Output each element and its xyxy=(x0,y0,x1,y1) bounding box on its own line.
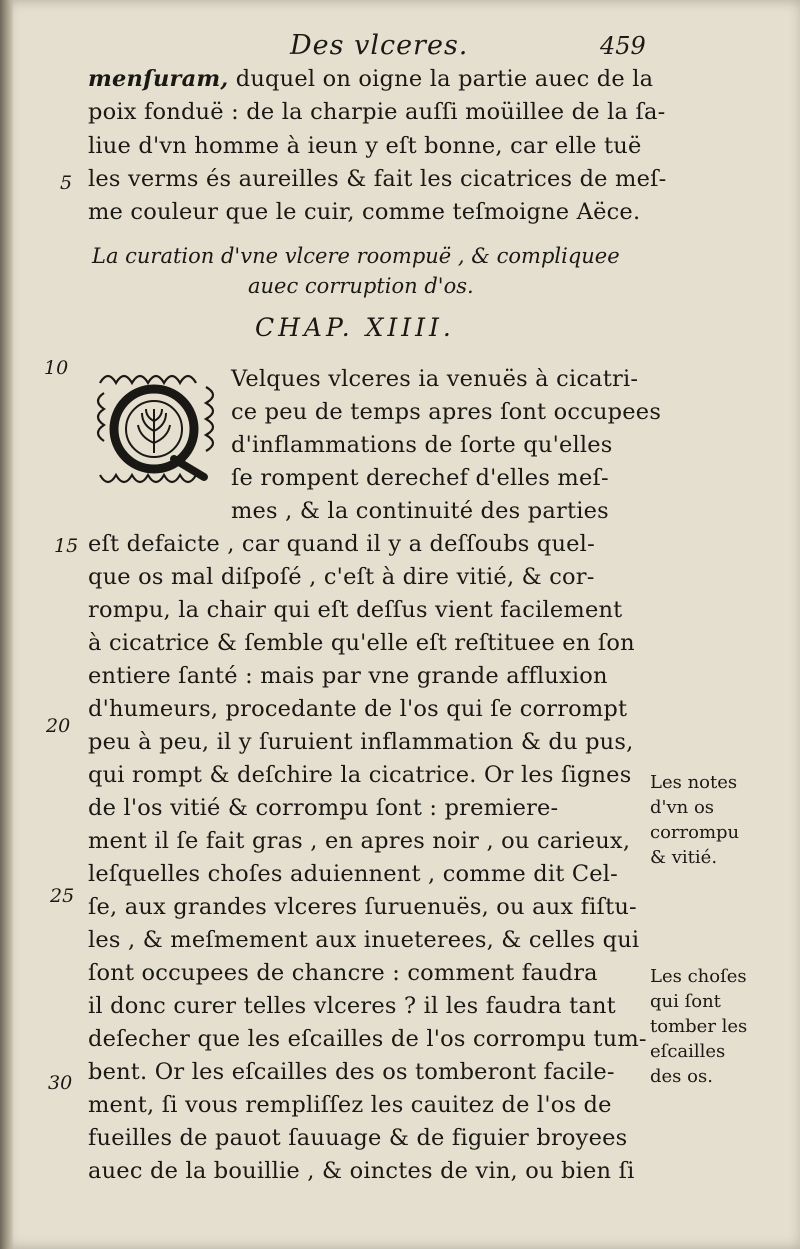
text-line: à cicatrice & ſemble qu'elle eſt reſtituee en ſon xyxy=(88,630,635,656)
section-heading-line-1: La curation d'vne vlcere roompuë , & compliquee xyxy=(92,244,620,268)
text-line: deſecher que les eſcailles de l'os corrompu tum- xyxy=(88,1026,647,1052)
text-line: de l'os vitié & corrompu ſont : premiere- xyxy=(88,795,559,821)
margin-note-line: corrompu xyxy=(650,822,740,843)
text-line: ſe rompent derechef d'elles meſ- xyxy=(231,465,609,491)
text-line: ment, ſi vous rempliſſez les cauitez de l'os de xyxy=(88,1092,612,1118)
chapter-title: CHAP. XIIII. xyxy=(255,313,455,342)
margin-note-line: & vitié. xyxy=(650,847,718,868)
decorated-initial-q-icon xyxy=(90,363,222,495)
line-number: 20 xyxy=(46,715,71,737)
margin-note-line: tomber les xyxy=(650,1016,748,1037)
italic-word: menſuram, xyxy=(88,66,229,92)
text-line: que os mal diſpoſé , c'eſt à dire vitié, & cor- xyxy=(88,564,595,590)
text-line: rompu, la chair qui eſt deſſus vient facilement xyxy=(88,597,623,623)
text-line: Velques vlceres ia venuës à cicatri- xyxy=(231,366,639,392)
text-line: les , & meſmement aux inueterees, & celles qui xyxy=(88,927,640,953)
text-line: qui rompt & deſchire la cicatrice. Or les ſignes xyxy=(88,762,632,788)
text-line: leſquelles choſes aduiennent , comme dit Cel- xyxy=(88,861,618,887)
text-line: d'humeurs, procedante de l'os qui ſe corrompt xyxy=(88,696,628,722)
text-line: peu à peu, il y ſuruient inflammation & du pus, xyxy=(88,729,634,755)
text-line: ſe, aux grandes vlceres ſuruenuës, ou aux fiſtu- xyxy=(88,894,637,920)
text-line: fueilles de pauot ſauuage & de figuier broyees xyxy=(88,1125,628,1151)
margin-note-line: Les notes xyxy=(650,772,738,793)
text-line: les verms és aureilles & fait les cicatrices de meſ- xyxy=(88,166,667,192)
margin-note xyxy=(650,770,739,870)
text-line: entiere ſanté : mais par vne grande affluxion xyxy=(88,663,608,689)
text-line: eſt defaicte , car quand il y a deſſoubs quel- xyxy=(88,531,595,557)
text-line: il donc curer telles vlceres ? il les faudra tant xyxy=(88,993,616,1019)
line-number: 10 xyxy=(44,357,69,379)
dropcap-letter: Q xyxy=(90,363,91,364)
text-line xyxy=(88,66,653,92)
text-line: liue d'vn homme à ieun y eſt bonne, car elle tuë xyxy=(88,133,642,159)
text-line: bent. Or les eſcailles des os tomberont facile- xyxy=(88,1059,615,1085)
text-line: auec de la bouillie , & oinctes de vin, ou bien ſi xyxy=(88,1158,635,1184)
text-line: d'inflammations de ſorte qu'elles xyxy=(231,432,613,458)
margin-note-line: Les choſes xyxy=(650,966,747,987)
margin-note-line: des os. xyxy=(650,1066,713,1087)
margin-note-line: eſcailles xyxy=(650,1041,726,1062)
page-spine-shadow xyxy=(0,0,14,1249)
text-line: me couleur que le cuir, comme teſmoigne Aëce. xyxy=(88,199,641,225)
text-line: ce peu de temps apres ſont occupees xyxy=(231,399,662,425)
margin-note-line: qui ſont xyxy=(650,991,721,1012)
text-segment: duquel on oigne la partie auec de la xyxy=(228,66,654,92)
section-heading-line-2: auec corruption d'os. xyxy=(248,274,474,298)
line-number: 15 xyxy=(54,535,79,557)
line-number: 30 xyxy=(48,1072,73,1094)
text-line: ſont occupees de chancre : comment faudra xyxy=(88,960,598,986)
line-number: 25 xyxy=(50,885,75,907)
margin-note-line: d'vn os xyxy=(650,797,715,818)
page-number: 459 xyxy=(600,32,646,60)
margin-note xyxy=(650,964,747,1089)
line-number: 5 xyxy=(60,172,73,194)
running-header-title: Des vlceres. xyxy=(290,30,469,61)
text-line: mes , & la continuité des parties xyxy=(231,498,609,524)
text-line: poix fonduë : de la charpie auſſi moüillee de la ſa- xyxy=(88,99,666,125)
text-line: ment il ſe fait gras , en apres noir , ou carieux, xyxy=(88,828,631,854)
